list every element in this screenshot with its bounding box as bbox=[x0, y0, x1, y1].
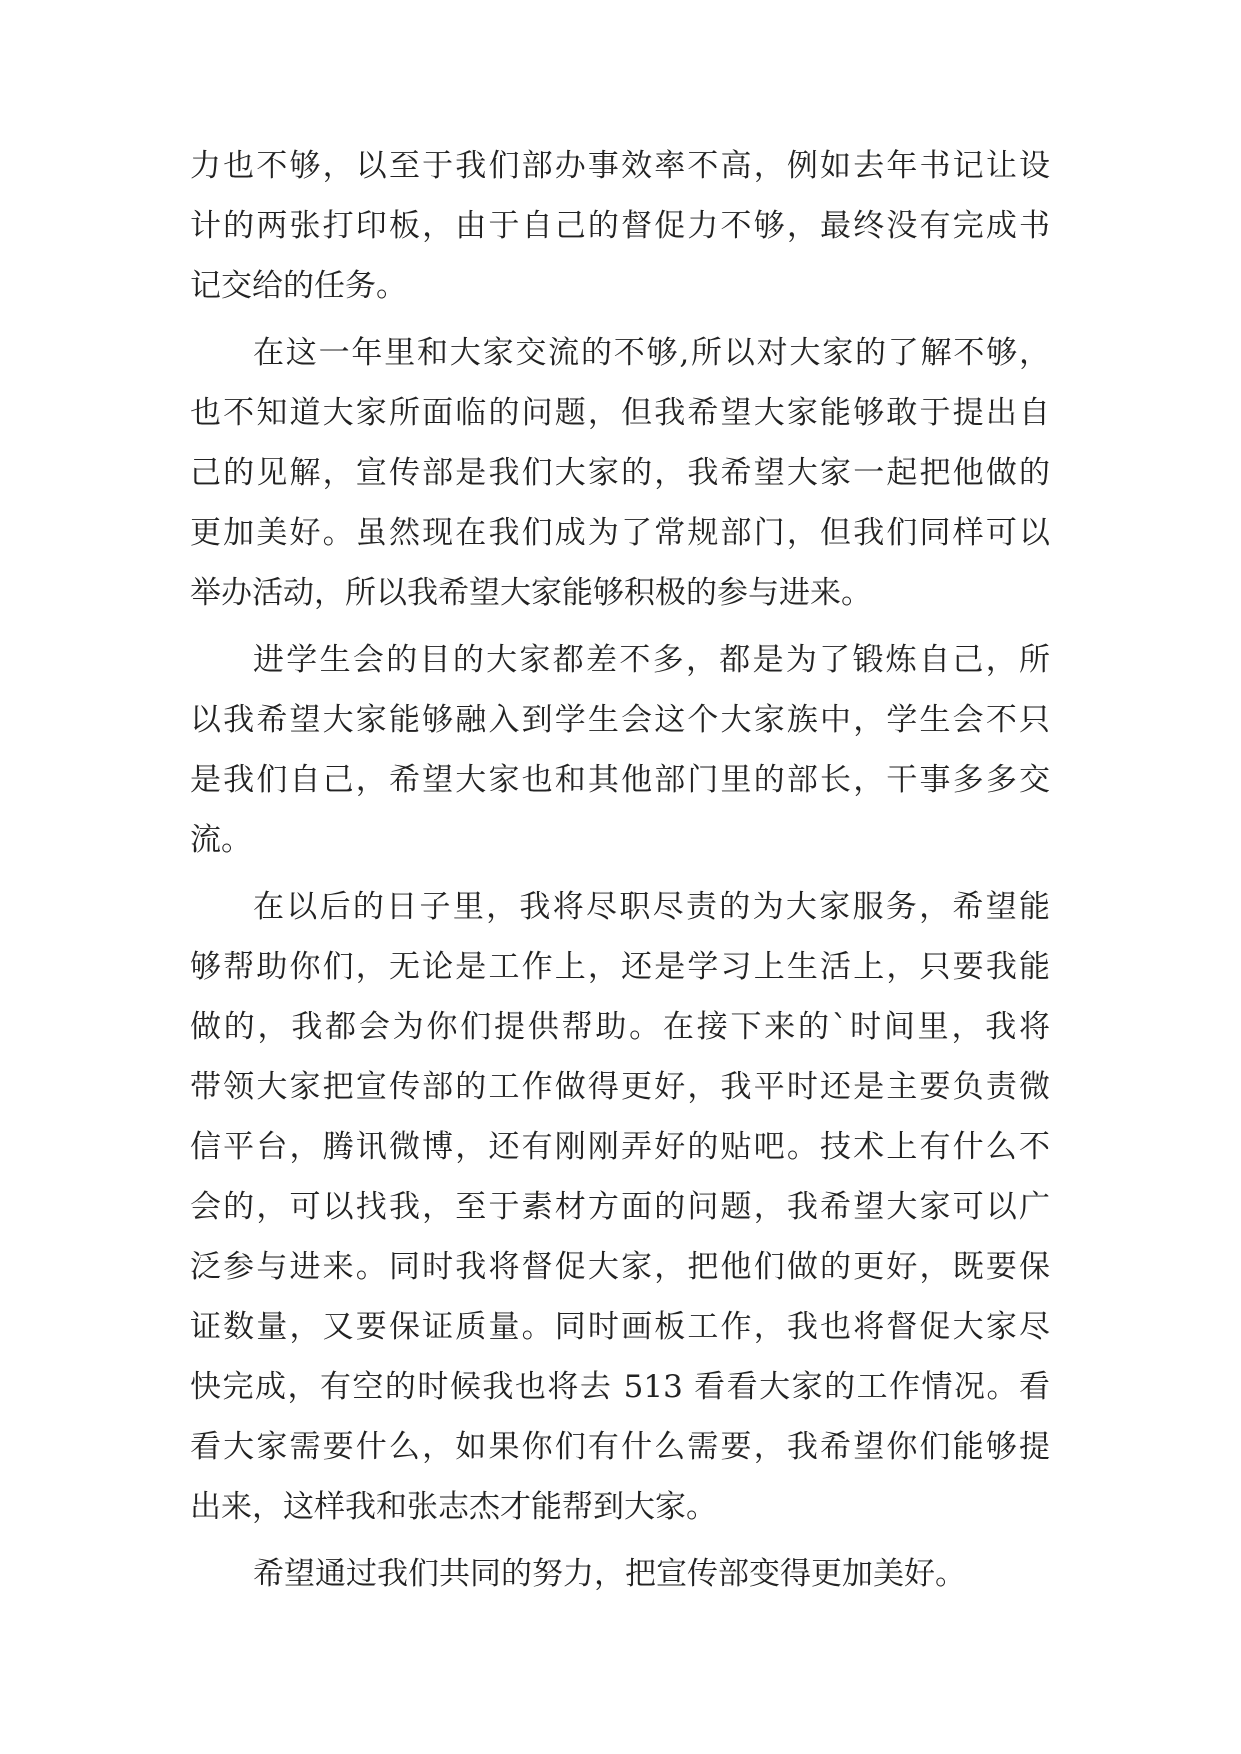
paragraph-first-line: 进学生会的目的大家都差不多，都是为了锻炼自己，所 bbox=[253, 642, 1050, 678]
paragraph-line: 也不知道大家所面临的问题，但我希望大家能够敢于提出自 bbox=[190, 395, 1050, 431]
paragraph-line: 流。 bbox=[190, 822, 252, 858]
paragraph-line: 会的，可以找我，至于素材方面的问题，我希望大家可以广 bbox=[190, 1189, 1050, 1225]
paragraph-line: 够帮助你们，无论是工作上，还是学习上生活上，只要我能 bbox=[190, 949, 1050, 985]
paragraph-line: 证数量，又要保证质量。同时画板工作，我也将督促大家尽 bbox=[190, 1309, 1050, 1345]
paragraph-line: 是我们自己，希望大家也和其他部门里的部长，干事多多交 bbox=[190, 762, 1050, 798]
paragraph-line: 带领大家把宣传部的工作做得更好，我平时还是主要负责微 bbox=[190, 1069, 1050, 1105]
paragraph-line: 己的见解，宣传部是我们大家的，我希望大家一起把他做的 bbox=[190, 455, 1050, 491]
paragraph-line: 快完成，有空的时候我也将去 513 看看大家的工作情况。看 bbox=[190, 1369, 1050, 1405]
paragraph-line: 做的，我都会为你们提供帮助。在接下来的`时间里，我将 bbox=[190, 1009, 1050, 1045]
paragraph-first-line: 在以后的日子里，我将尽职尽责的为大家服务，希望能 bbox=[253, 889, 1050, 925]
paragraph-line: 更加美好。虽然现在我们成为了常规部门，但我们同样可以 bbox=[190, 515, 1050, 551]
paragraph-first-line: 希望通过我们共同的努力，把宣传部变得更加美好。 bbox=[253, 1556, 966, 1592]
paragraph-line: 信平台，腾讯微博，还有刚刚弄好的贴吧。技术上有什么不 bbox=[190, 1129, 1050, 1165]
paragraph-line: 以我希望大家能够融入到学生会这个大家族中，学生会不只 bbox=[190, 702, 1050, 738]
paragraph-line: 泛参与进来。同时我将督促大家，把他们做的更好，既要保 bbox=[190, 1249, 1050, 1285]
paragraph-line: 出来，这样我和张志杰才能帮到大家。 bbox=[190, 1489, 717, 1525]
paragraph-first-line: 在这一年里和大家交流的不够,所以对大家的了解不够， bbox=[253, 335, 1050, 371]
paragraph-line: 看大家需要什么，如果你们有什么需要，我希望你们能够提 bbox=[190, 1429, 1050, 1465]
paragraph-line: 记交给的任务。 bbox=[190, 268, 407, 304]
paragraph-line: 举办活动，所以我希望大家能够积极的参与进来。 bbox=[190, 575, 872, 611]
paragraph-line: 计的两张打印板，由于自己的督促力不够，最终没有完成书 bbox=[190, 208, 1050, 244]
paragraph-line: 力也不够，以至于我们部办事效率不高，例如去年书记让设 bbox=[190, 148, 1050, 184]
